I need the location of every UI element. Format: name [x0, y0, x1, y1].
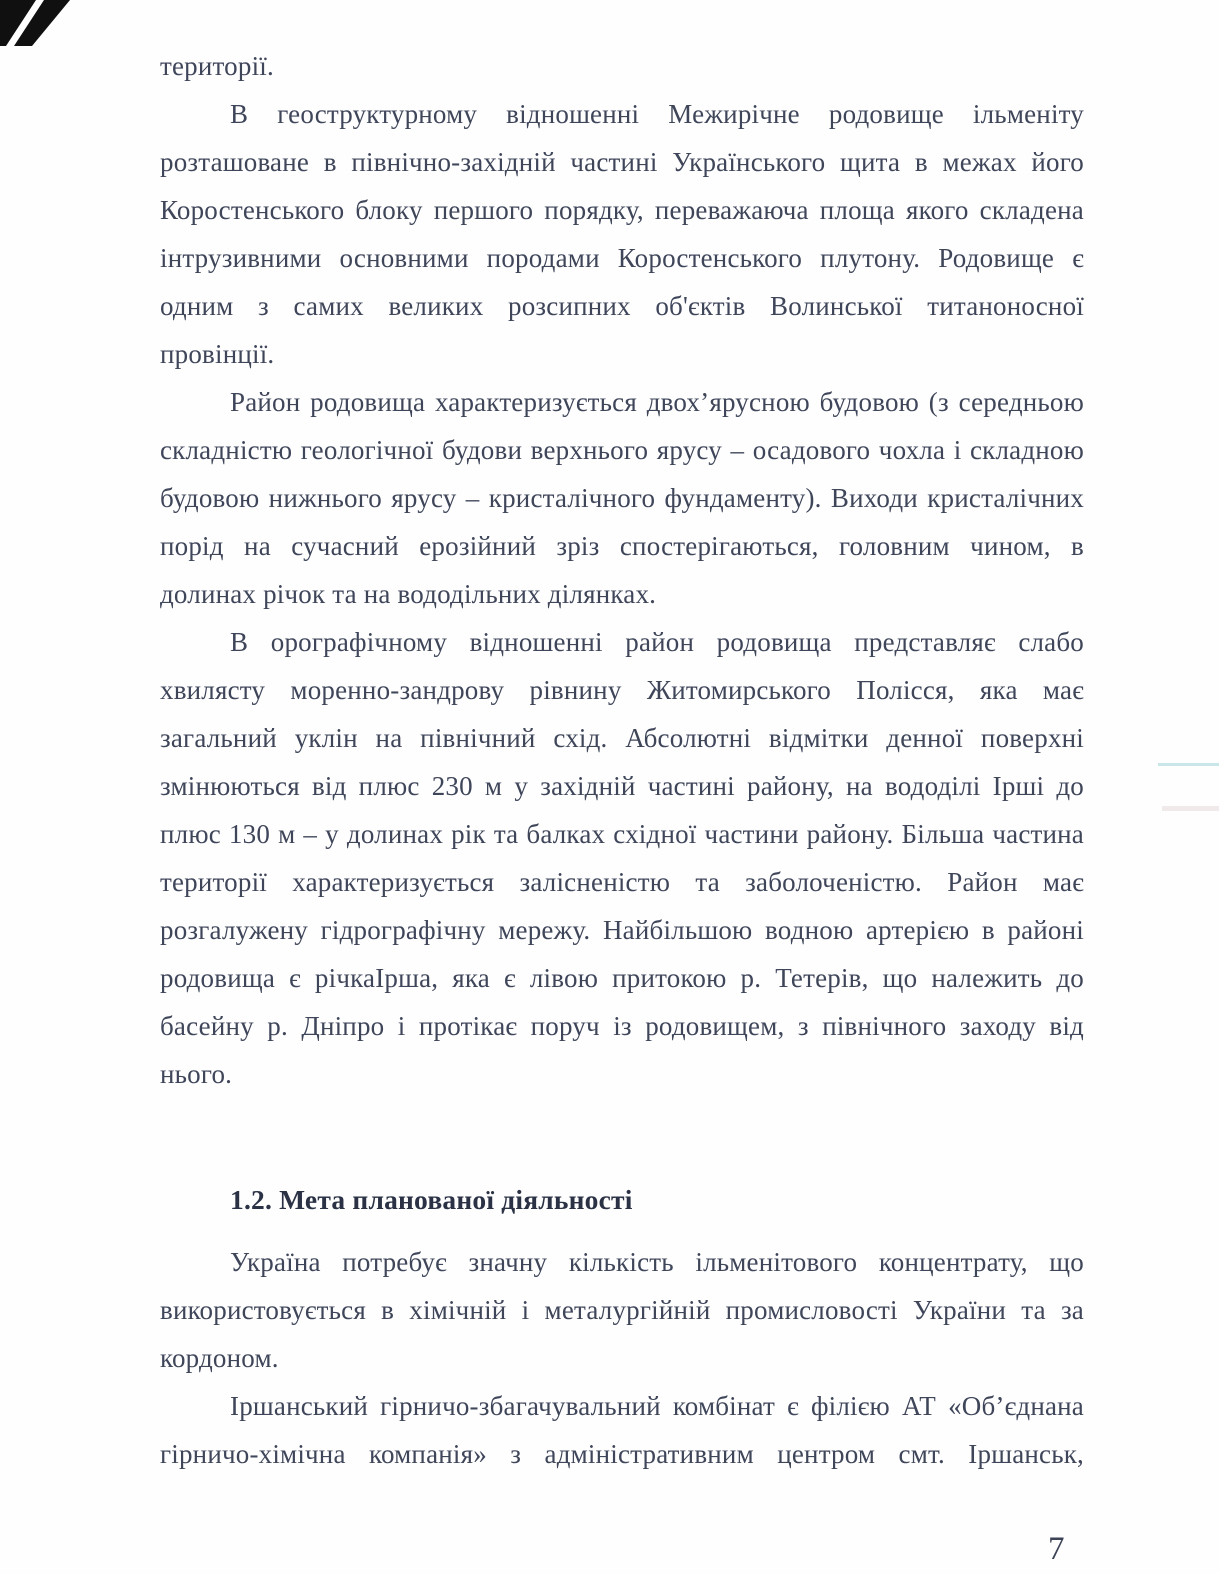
text-line: використовується в хімічній і металургійній промисловості України та за: [160, 1295, 1084, 1325]
text-line: розгалужену гідрографічну мережу. Найбільшою водною артерією в районі: [160, 915, 1084, 945]
section-heading: 1.2. Мета планованої діяльності: [230, 1184, 633, 1215]
text-line: хвилясту моренно-зандрову рівнину Житомирського Полісся, яка має: [160, 675, 1084, 705]
text-line: змінюються від плюс 230 м у західній частині району, на вододілі Ірші до: [160, 771, 1084, 801]
text-line: одним з самих великих розсипних об'єктів Волинської титаноносної: [160, 291, 1084, 321]
text-line: загальний уклін на північний схід. Абсолютні відмітки денної поверхні: [160, 723, 1084, 753]
text-line: плюс 130 м – у долинах рік та балках східної частини району. Більша частина: [160, 819, 1084, 849]
text-line: долинах річок та на вододільних ділянках.: [160, 579, 657, 609]
text-line: нього.: [160, 1059, 233, 1089]
text-line: В орографічному відношенні район родовища представляє слабо: [230, 627, 1084, 657]
text-line: складністю геологічної будови верхнього ярусу – осадового чохла і складною: [160, 435, 1084, 465]
text-line: порід на сучасний ерозійний зріз спостерігаються, головним чином, в: [160, 531, 1084, 561]
text-line: кордоном.: [160, 1343, 279, 1373]
text-line: Україна потребує значну кількість ільменітового концентрату, що: [230, 1247, 1084, 1277]
text-line: Коростенського блоку першого порядку, переважаюча площа якого складена: [160, 195, 1084, 225]
text-line: розташоване в північно-західній частині Українського щита в межах його: [160, 147, 1084, 177]
text-line: гірничо-хімічна компанія» з адміністративним центром смт. Іршанськ,: [160, 1439, 1084, 1469]
text-line: В геоструктурному відношенні Межирічне родовище ільменіту: [230, 99, 1084, 129]
scan-artifact-edge-smudge: [1162, 806, 1219, 811]
scan-artifact-corner-icon: [0, 0, 70, 46]
document-body: [160, 42, 1084, 1478]
text-line: Іршанський гірничо-збагачувальний комбінат є філією АТ «Об’єднана: [230, 1391, 1084, 1421]
text-line: Район родовища характеризується двох’ярусною будовою (з середньою: [230, 387, 1084, 417]
text-line: території характеризується залісненістю та заболоченістю. Район має: [160, 867, 1084, 897]
page-number: 7: [1048, 1531, 1065, 1567]
text-line: інтрузивними основними породами Коростенського плутону. Родовище є: [160, 243, 1084, 273]
text-line: будовою нижнього ярусу – кристалічного фундаменту). Виходи кристалічних: [160, 483, 1084, 513]
text-line: басейну р. Дніпро і протікає поруч із родовищем, з північного заходу від: [160, 1011, 1084, 1041]
text-line: провінції.: [160, 339, 275, 369]
scan-artifact-edge-line: [1158, 763, 1219, 766]
text-line: території.: [160, 51, 274, 81]
text-line: родовища є річкаІрша, яка є лівою притокою р. Тетерів, що належить до: [160, 963, 1084, 993]
